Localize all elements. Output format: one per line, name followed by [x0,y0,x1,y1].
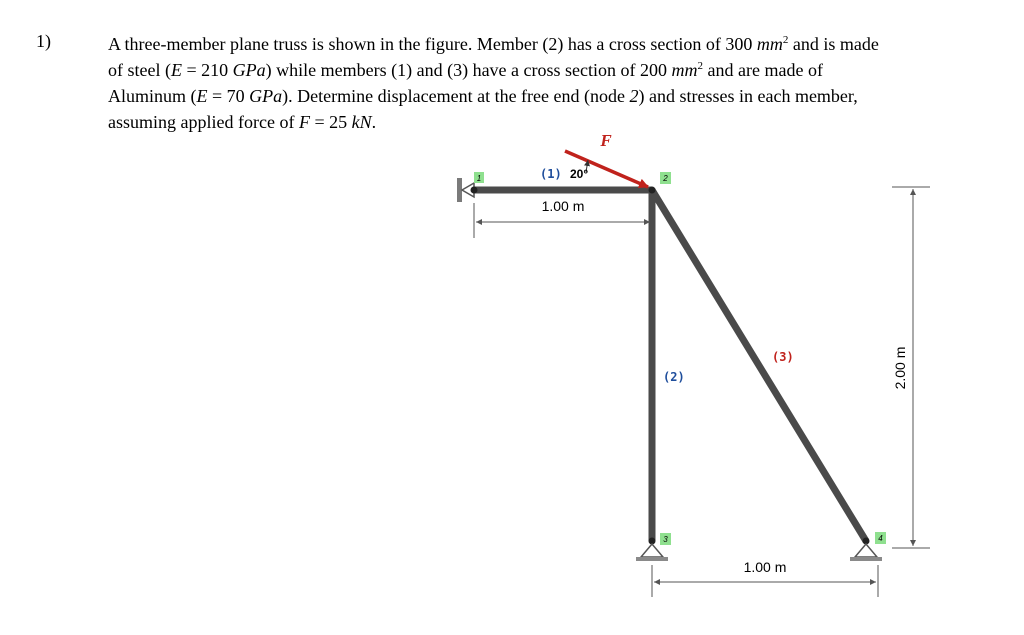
dimension-bottom-label: 1.00 m [743,559,787,575]
force-label: F [600,131,612,150]
problem-line-2: of steel (E = 210 GPa) while members (1) and (3) have a cross section of 200 $mm^2$ and are made of [108,60,823,80]
node-tag-3 [660,533,671,545]
member-label-2: (2) [663,370,685,384]
node-label-3: 3 [663,535,668,544]
support-node-3 [636,544,668,561]
problem-line-3: Aluminum (E = 70 GPa). Determine displacement at the free end (node 2) and stresses in each member, [108,86,858,106]
dimension-right-label: 2.00 m [892,346,908,390]
node-label-1: 1 [476,174,482,183]
node-2-joint [649,187,656,194]
problem-line-4: assuming applied force of F = 25 kN. [108,112,377,132]
member-label-1: (1) [540,167,562,181]
angle-label: 20° [570,167,589,181]
node-tag-1 [474,172,484,183]
member-label-3: (3) [772,350,794,364]
dimension-top-label: 1.00 m [541,198,585,214]
node-label-2: 2 [663,174,668,183]
member-3 [652,190,866,541]
support-node-4 [850,544,882,561]
node-1-joint [471,187,478,194]
question-number: 1) [36,31,51,51]
node-tag-2 [660,172,671,184]
node-label-4: 4 [878,534,883,543]
node-tag-4 [875,532,886,544]
problem-line-1: A three-member plane truss is shown in the figure. Member (2) has a cross section of 300 $mm^2$ and is made [108,34,879,54]
